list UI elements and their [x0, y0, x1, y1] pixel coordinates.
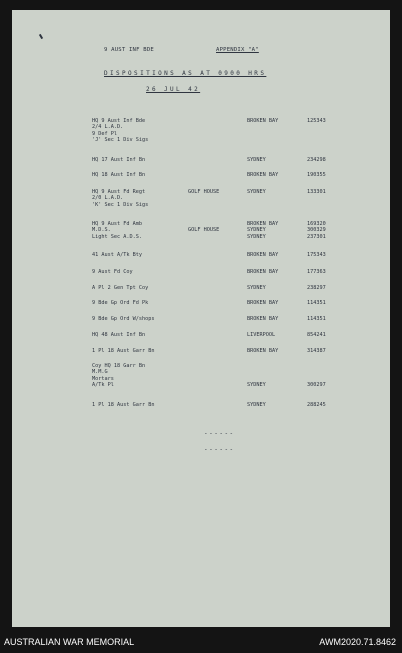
entry-location: BROKEN BAY [247, 348, 279, 354]
entry-unit: Coy HQ 18 Garr Bn M.M.G Mortars A/Tk Pl [92, 363, 146, 388]
document-title: DISPOSITIONS AS AT 0900 HRS [104, 70, 267, 77]
entry-location: SYDNEY [247, 381, 266, 388]
entry-ref: 169320 300329 237301 [307, 221, 326, 240]
header-unit: 9 AUST INF BDE [104, 47, 154, 53]
document-date: 26 JUL 42 [146, 86, 201, 93]
entry-location: BROKEN BAY [247, 269, 279, 275]
entry-ref: 114351 [307, 316, 326, 322]
entry-unit: HQ 48 Aust Inf Bn [92, 332, 146, 338]
entry-location: BROKEN BAY [247, 316, 279, 322]
entry-ref: 114351 [307, 300, 326, 306]
entry-location: BROKEN BAY [247, 172, 279, 178]
entry-ref: 314387 [307, 348, 326, 354]
entry-location: BROKEN BAY [247, 252, 279, 258]
entry-unit: 41 Aust A/Tk Bty [92, 252, 142, 258]
entry-ref: 175343 [307, 252, 326, 258]
entry-unit: 9 Bde Gp Ord W/shops [92, 316, 155, 322]
entry-ref: 133301 [307, 189, 326, 195]
entry-unit: A Pl 2 Gen Tpt Coy [92, 285, 149, 291]
entry-ref: 300297 [307, 381, 326, 388]
entry-ref: 125343 [307, 118, 326, 124]
entry-location: SYDNEY [247, 189, 266, 195]
entry-location: SYDNEY [247, 157, 266, 163]
entry-unit: 9 Bde Gp Ord Fd Pk [92, 300, 149, 306]
entry-unit: HQ 17 Aust Inf Bn [92, 157, 146, 163]
entry-unit: 9 Aust Fd Coy [92, 269, 133, 275]
entry-ref: 288245 [307, 402, 326, 408]
entry-location: SYDNEY [247, 285, 266, 291]
document-page [12, 10, 390, 627]
entry-unit: HQ 9 Aust Inf Bde 2/4 L.A.D. 9 Def Pl 'J' Sec 1 Div Sigs [92, 118, 149, 143]
entry-location: BROKEN BAY [247, 300, 279, 306]
entry-extra: GOLF HOUSE [188, 189, 220, 195]
entry-unit: 1 Pl 18 Aust Garr Bn [92, 402, 155, 408]
entry-extra: GOLF HOUSE [188, 227, 220, 234]
entry-unit: HQ 9 Aust Fd Amb M.D.S. Light Sec A.D.S. [92, 221, 142, 240]
entry-location: BROKEN BAY [247, 118, 279, 124]
entry-ref: 234298 [307, 157, 326, 163]
entry-ref: 177363 [307, 269, 326, 275]
entry-unit: 1 Pl 18 Aust Garr Bn [92, 348, 155, 354]
entry-location: LIVERPOOL [247, 332, 276, 338]
entry-ref: 238297 [307, 285, 326, 291]
header-appendix: APPENDIX "A" [216, 47, 259, 53]
entry-location: BROKEN BAY SYDNEY SYDNEY [247, 221, 279, 240]
entry-unit: HQ 18 Aust Inf Bn [92, 172, 146, 178]
entry-unit: HQ 9 Aust Fd Regt 2/0 L.A.D. 'K' Sec 1 Div Sigs [92, 189, 149, 208]
entry-ref: 190355 [307, 172, 326, 178]
end-dashes-1: ------ [204, 430, 235, 437]
end-dashes-2: ------ [204, 446, 235, 453]
footer-attribution: AUSTRALIAN WAR MEMORIAL [4, 637, 135, 647]
footer-reference: AWM2020.71.8462 [319, 637, 396, 647]
entry-ref: 854241 [307, 332, 326, 338]
entry-location: SYDNEY [247, 402, 266, 408]
